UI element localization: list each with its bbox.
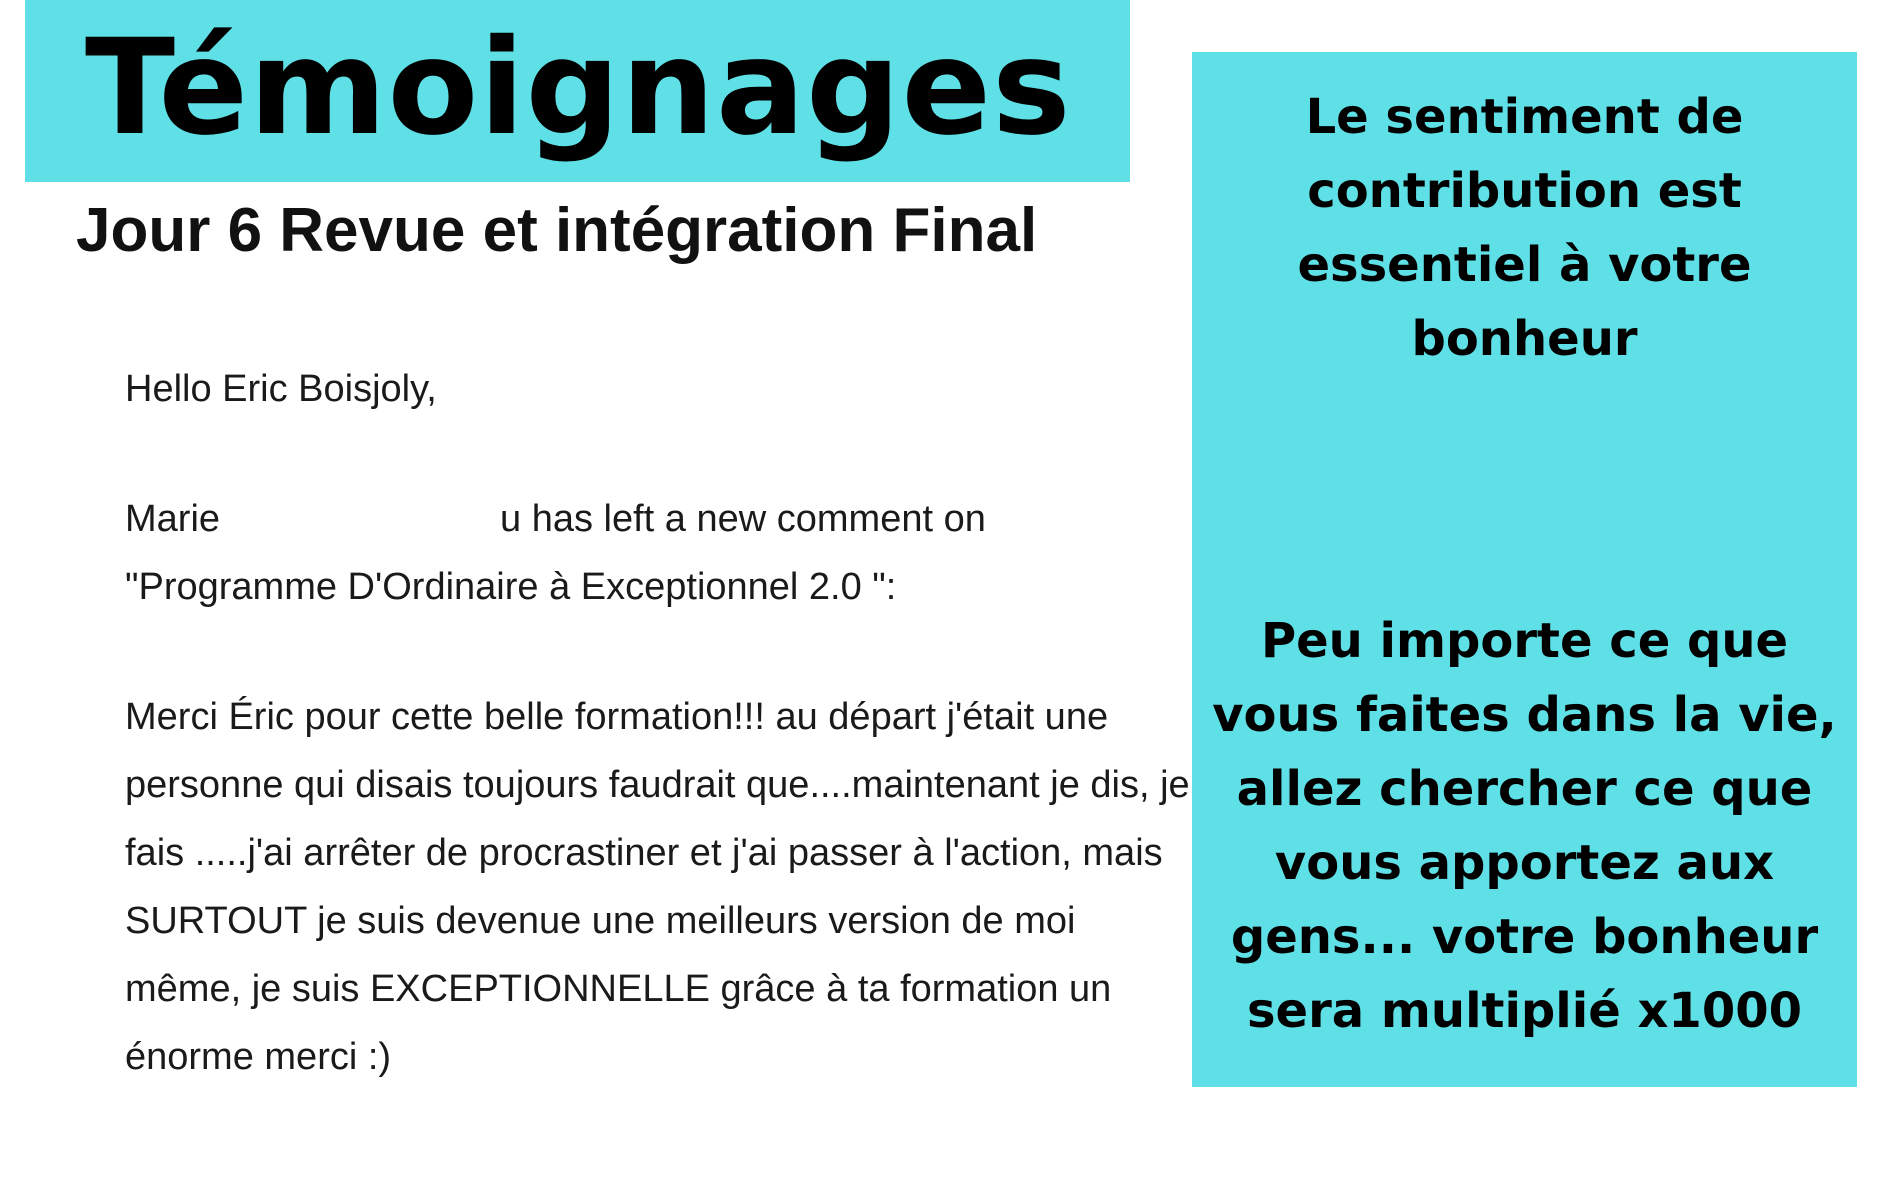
page-subtitle: Jour 6 Revue et intégration Final	[76, 196, 1038, 265]
email-body	[125, 355, 1195, 1091]
quote-contribution: Le sentiment de contribution est essentiel à votre bonheur	[1297, 89, 1752, 367]
testimonial-comment: Merci Éric pour cette belle formation!!! au départ j'était une personne qui disais toujours faudrait que....maintenant je dis, je fais .....j'ai arrêter de procrastiner et j'ai passer à l'action, mais SURTOUT je suis devenue une meilleurs version de moi même, je suis EXCEPTIONNELLE grâce à ta formation un énorme merci :)	[125, 696, 1190, 1078]
notice-text: u has left a new comment on	[500, 498, 986, 540]
email-notice-line	[125, 485, 1195, 553]
redacted-area	[220, 496, 500, 546]
program-name: "Programme D'Ordinaire à Exceptionnel 2.0 ":	[125, 566, 897, 608]
page-title: Témoignages	[85, 11, 1072, 165]
quote-happiness: Peu importe ce que vous faites dans la vie, allez chercher ce que vous apportez aux gens... votre bonheur sera multiplié x1000	[1212, 613, 1837, 1039]
email-greeting: Hello Eric Boisjoly,	[125, 368, 437, 410]
commenter-name: Marie	[125, 498, 221, 540]
quote-panel	[1192, 52, 1857, 1087]
